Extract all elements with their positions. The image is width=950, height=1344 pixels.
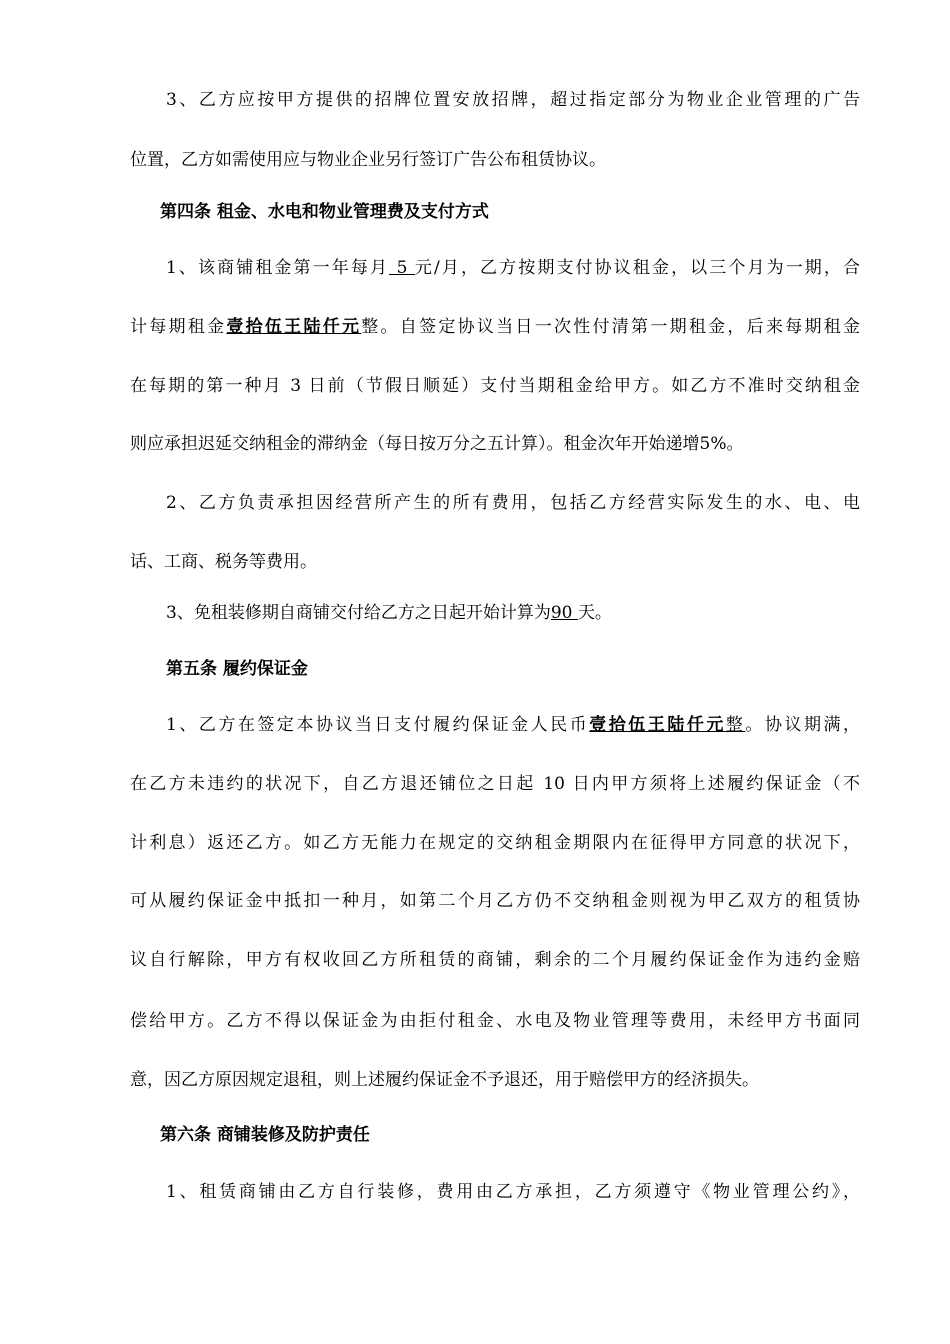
text: 意，因乙方原因规定退租，则上述履约保证金不予退还，用于赔偿甲方的经济损失。	[130, 1070, 759, 1090]
text: 整	[725, 715, 746, 735]
paragraph-line	[130, 832, 860, 854]
text: 在每期的第一种月 3 日前（节假日顺延）支付当期租金给甲方。如乙方不准时交纳租金	[130, 376, 860, 396]
paragraph-line	[130, 890, 860, 912]
deposit-amount-words: 壹拾伍王陆仟元	[589, 715, 726, 735]
section-heading-article-4	[160, 201, 890, 223]
text: 可从履约保证金中抵扣一种月，如第二个月乙方仍不交纳租金则视为甲乙双方的租赁协	[130, 891, 860, 911]
paragraph-line	[166, 602, 896, 624]
text: 元/月，乙方按期支付协议租金，以三个月为一期，合	[414, 258, 861, 278]
paragraph-line	[130, 375, 860, 397]
paragraph-line	[166, 89, 860, 111]
section-heading-article-5	[166, 658, 896, 680]
rent-amount: 5	[389, 258, 415, 278]
heading-text: 第四条 租金、水电和物业管理费及支付方式	[160, 202, 489, 222]
text: 2、乙方负责承担因经营所产生的所有费用，包括乙方经营实际发生的水、电、电	[166, 493, 860, 513]
text: 计利息）返还乙方。如乙方无能力在规定的交纳租金期限内在征得甲方同意的状况下，	[130, 833, 860, 853]
heading-text: 第六条 商铺装修及防护责任	[160, 1125, 370, 1145]
paragraph-line	[130, 149, 860, 171]
rent-amount-words: 壹拾伍王陆仟元	[226, 317, 362, 337]
text: 3、免租装修期自商铺交付给乙方之日起开始计算为	[166, 603, 551, 623]
section-heading-article-6	[160, 1124, 890, 1146]
rent-free-days: 90	[550, 603, 578, 623]
paragraph-line	[130, 1069, 860, 1091]
paragraph-line	[130, 316, 860, 338]
text: 3、乙方应按甲方提供的招牌位置安放招牌，超过指定部分为物业企业管理的广告	[166, 90, 860, 110]
text: 则应承担迟延交纳租金的滞纳金（每日按万分之五计算）。租金次年开始递增5%。	[130, 434, 744, 454]
text: 偿给甲方。乙方不得以保证金为由拒付租金、水电及物业管理等费用，未经甲方书面同	[130, 1011, 860, 1031]
text: 整。自签定协议当日一次性付清第一期租金，后来每期租金	[361, 317, 861, 337]
text: 天。	[577, 603, 612, 623]
paragraph-line	[130, 433, 860, 455]
text: 在乙方未违约的状况下，自乙方退还铺位之日起 10 日内甲方须将上述履约保证金（不	[130, 774, 860, 794]
text: 位置，乙方如需使用应与物业企业另行签订广告公布租赁协议。	[130, 150, 606, 170]
paragraph-line	[166, 714, 860, 736]
paragraph-line	[130, 1010, 860, 1032]
text: 1、乙方在签定本协议当日支付履约保证金人民币	[166, 715, 590, 735]
paragraph-line	[130, 773, 860, 795]
text: 计每期租金	[130, 317, 227, 337]
heading-text: 第五条 履约保证金	[166, 659, 308, 679]
text: 1、租赁商铺由乙方自行装修，费用由乙方承担，乙方须遵守《物业管理公约》，	[166, 1182, 860, 1202]
paragraph-line	[166, 257, 860, 279]
text: 1、该商铺租金第一年每月	[166, 258, 390, 278]
paragraph-line	[166, 1181, 860, 1203]
paragraph-line	[130, 551, 860, 573]
text: 议自行解除，甲方有权收回乙方所租赁的商铺，剩余的二个月履约保证金作为违约金赔	[130, 950, 860, 970]
text: 。协议期满，	[745, 715, 861, 735]
text: 话、工商、税务等费用。	[130, 552, 317, 572]
paragraph-line	[130, 949, 860, 971]
paragraph-line	[166, 492, 860, 514]
